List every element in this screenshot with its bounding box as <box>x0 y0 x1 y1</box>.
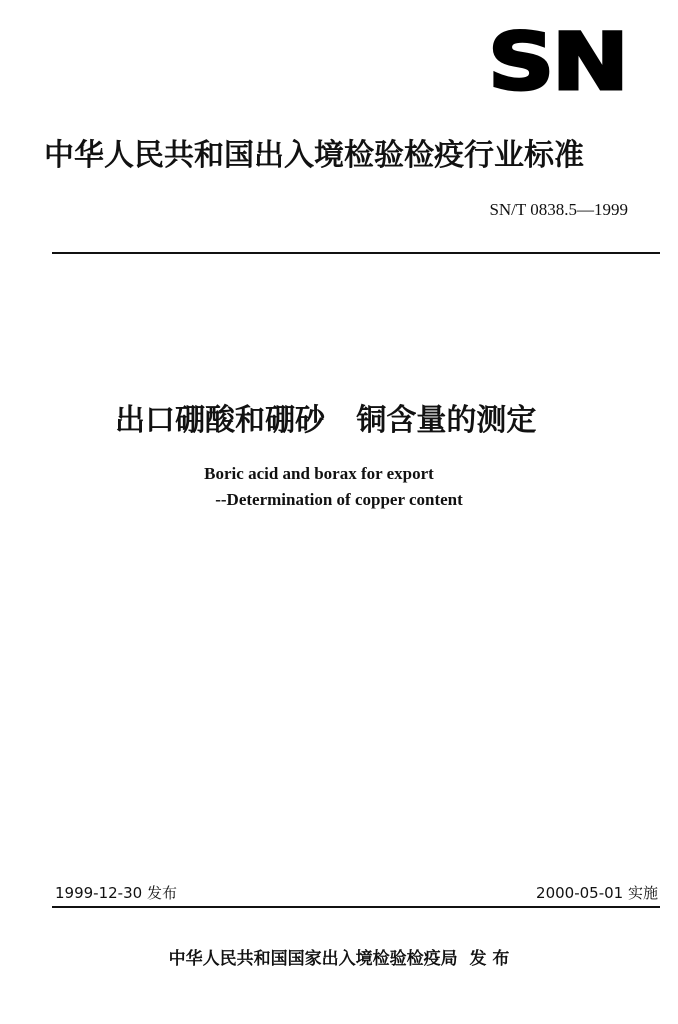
document-title-english-line1: Boric acid and borax for export <box>204 464 434 483</box>
publisher-line: 中华人民共和国国家出入境检验检疫局 发 布 <box>168 949 510 969</box>
sn-logo: SN <box>488 18 627 108</box>
top-divider <box>52 252 660 254</box>
standard-number: SN/T 0838.5—1999 <box>489 200 628 219</box>
implementation-date: 2000-05-01 实施 <box>536 884 658 902</box>
document-title-chinese: 出口硼酸和硼砂 铜含量的测定 <box>115 403 537 438</box>
bottom-divider <box>52 906 660 908</box>
document-title-english-line2: --Determination of copper content <box>215 490 463 509</box>
issue-date: 1999-12-30 发布 <box>55 884 177 902</box>
industry-standard-heading: 中华人民共和国出入境检验检疫行业标准 <box>44 138 584 173</box>
